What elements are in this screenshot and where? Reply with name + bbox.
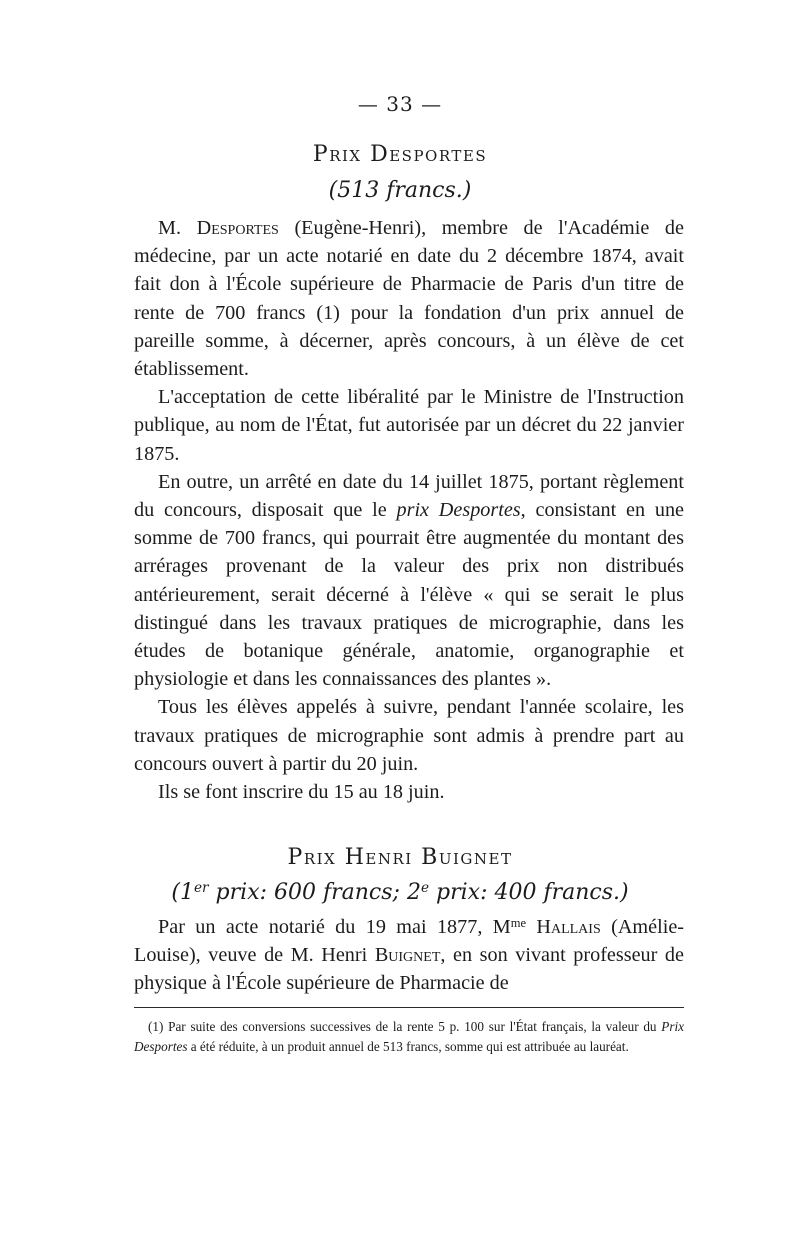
person-name: Buignet <box>374 944 441 967</box>
person-name: Desportes <box>196 217 279 239</box>
paragraph: M. Desportes (Eugène-Henri), membre de l'Académie de médecine, par un acte notarié en date du 2 décembre 1874, avait fait don à l'École supérieure de Pharmacie de Paris d'un titre de rente de 700 francs (1) pour la fondation d'un prix annuel de pareille somme, à décerner, après concours, à un élève de cet établissement. <box>134 217 684 381</box>
footnote: (1) Par suite des conversions successives de la rente 5 p. 100 sur l'État français, la valeur du Prix Desportes a été réduite, à un produit annuel de 513 francs, somme qui est attribuée au lauréat. <box>134 1019 684 1054</box>
paragraph: Par un acte notarié du 19 mai 1877, $M^{me}$ Hallais (Amélie-Louise), veuve de M. Henri Buignet, en son vivant professeur de physique à l'École supérieure de Pharmacie de <box>134 915 684 995</box>
person-name: Hallais <box>536 916 601 938</box>
prize-amount-buignet: (1er prix: 600 francs; 2e prix: 400 francs.) <box>171 880 629 905</box>
section-body-buignet <box>134 913 684 998</box>
section-title-prix-buignet: Prix Henri Buignet <box>287 845 513 870</box>
prize-name: prix Desportes <box>396 499 521 522</box>
paragraph: Tous les élèves appelés à suivre, pendant l'année scolaire, les travaux pratiques de micrographie sont admis à prendre part au concours ouvert à partir du 20 juin. <box>134 696 684 775</box>
section-title-prix-desportes: Prix Desportes <box>312 142 488 167</box>
paragraph: En outre, un arrêté en date du 14 juillet 1875, portant règlement du concours, disposait que le prix Desportes, consistant en une somme de 700 francs, qui pourrait être augmentée du montant des arrérages provenant de la valeur des prix non distribués antérieurement, serait décerné à l'élève « qui se serait le plus distingué dans les travaux pratiques de micrographie, dans les études de botanique générale, anatomie, organographie et physiologie et dans les connaissances des plantes ». <box>134 470 684 691</box>
section-body-desportes <box>134 214 684 806</box>
paragraph: L'acceptation de cette libéralité par le Ministre de l'Instruction publique, au nom de l'État, fut autorisée par un décret du 22 janvier 1875. <box>134 386 684 465</box>
page-number: — 33 — <box>357 92 443 116</box>
footnote-divider <box>134 1007 684 1008</box>
prize-amount-desportes: (513 francs.) <box>328 178 472 203</box>
paragraph: Ils se font inscrire du 15 au 18 juin. <box>158 781 445 804</box>
